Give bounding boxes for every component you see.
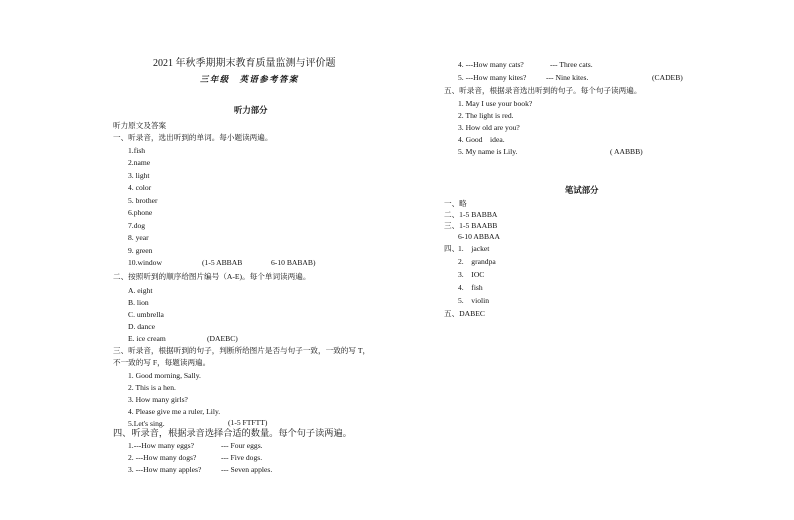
- section3-title: 三、听录音，根据听到的句子，判断所给图片是否与句子一致，一致的写 T，: [113, 346, 371, 355]
- written-heading: 笔试部分: [565, 186, 599, 195]
- section4-question: 1.---How many eggs?: [128, 441, 195, 450]
- section1-title: 一、听录音，选出听到的单词。每小题读两遍。: [113, 133, 273, 142]
- section1-item: 10.window: [128, 258, 162, 267]
- section3-item: 1. Good morning, Sally.: [128, 371, 201, 380]
- section1-item: 7.dog: [128, 221, 146, 230]
- section2-item: A. eight: [128, 286, 153, 295]
- written-section4-item: 5. violin: [458, 296, 490, 305]
- section1-item: 5. brother: [128, 196, 158, 205]
- section4-question: 4. ---How many cats?: [458, 60, 524, 69]
- section5-title: 五、听录音，根据录音选出听到的句子。每个句子读两遍。: [444, 86, 642, 95]
- section4-question: 3. ---How many apples?: [128, 465, 202, 474]
- section4-title: 四、听录音，根据录音选择合适的数量。每个句子读两遍。: [113, 428, 352, 438]
- section5-answer: ( AABBB): [610, 147, 643, 156]
- section4-response: --- Four eggs.: [221, 441, 263, 450]
- section2-item: C. umbrella: [128, 310, 164, 319]
- section3-answer: (1-5 FTFTT): [228, 418, 268, 427]
- section3-item: 4. Please give me a ruler, Lily.: [128, 407, 221, 416]
- written-line: 6-10 ABBAA: [458, 232, 500, 241]
- section3-title-cont: 不一致的写 F，每题读两遍。: [113, 358, 211, 367]
- section1-item: 4. color: [128, 183, 152, 192]
- section1-item: 9. green: [128, 246, 153, 255]
- section2-answer: (DAEBC): [207, 334, 238, 343]
- page-subtitle: 三年级 英语参考答案: [200, 75, 299, 84]
- section2-item: B. lion: [128, 298, 149, 307]
- section5-item: 4. Good idea.: [458, 135, 505, 144]
- section1-item: 8. year: [128, 233, 149, 242]
- written-line: 三、1-5 BAABB: [444, 221, 498, 230]
- section4-response: --- Nine kites.: [546, 73, 589, 82]
- section5-item: 1. May I use your book?: [458, 99, 533, 108]
- section4-response: --- Five dogs.: [221, 453, 263, 462]
- section2-title: 二、按照听到的顺序给图片编号（A-E)。每个单词读两遍。: [113, 272, 311, 281]
- section3-item: 5.Let's sing.: [128, 419, 165, 428]
- written-section4-label: 四、: [444, 244, 460, 253]
- section5-item: 5. My name is Lily.: [458, 147, 518, 156]
- written-section5: 五、DABEC: [444, 309, 485, 318]
- section1-item: 3. light: [128, 171, 150, 180]
- written-line: 一、略: [444, 199, 467, 208]
- section4-answer: (CADEB): [652, 73, 683, 82]
- section1-item: 1.fish: [128, 146, 146, 155]
- written-section4-item: 4. fish: [458, 283, 483, 292]
- written-section4-item: 2. grandpa: [458, 257, 496, 266]
- section3-item: 2. This is a hen.: [128, 383, 176, 392]
- section4-question: 2. ---How many dogs?: [128, 453, 197, 462]
- section4-response: --- Three cats.: [550, 60, 593, 69]
- section1-answer-a: (1-5 ABBAB: [202, 258, 243, 267]
- listening-heading: 听力部分: [234, 106, 268, 115]
- section4-question: 5. ---How many kites?: [458, 73, 527, 82]
- written-line: 二、1-5 BABBA: [444, 210, 498, 219]
- page-title: 2021 年秋季期期末教育质量监测与评价题: [153, 58, 336, 69]
- section4-response: --- Seven apples.: [221, 465, 273, 474]
- section2-item: E. ice cream: [128, 334, 166, 343]
- section1-item: 2.name: [128, 158, 151, 167]
- section3-item: 3. How many girls?: [128, 395, 188, 404]
- section1-item: 6.phone: [128, 208, 153, 217]
- section2-item: D. dance: [128, 322, 155, 331]
- listening-intro: 听力原文及答案: [113, 121, 167, 130]
- section5-item: 2. The light is red.: [458, 111, 514, 120]
- written-section4-item: 3. IOC: [458, 270, 485, 279]
- section5-item: 3. How old are you?: [458, 123, 520, 132]
- written-section4-item: 1. jacket: [458, 244, 490, 253]
- section1-answer-b: 6-10 BABAB): [271, 258, 316, 267]
